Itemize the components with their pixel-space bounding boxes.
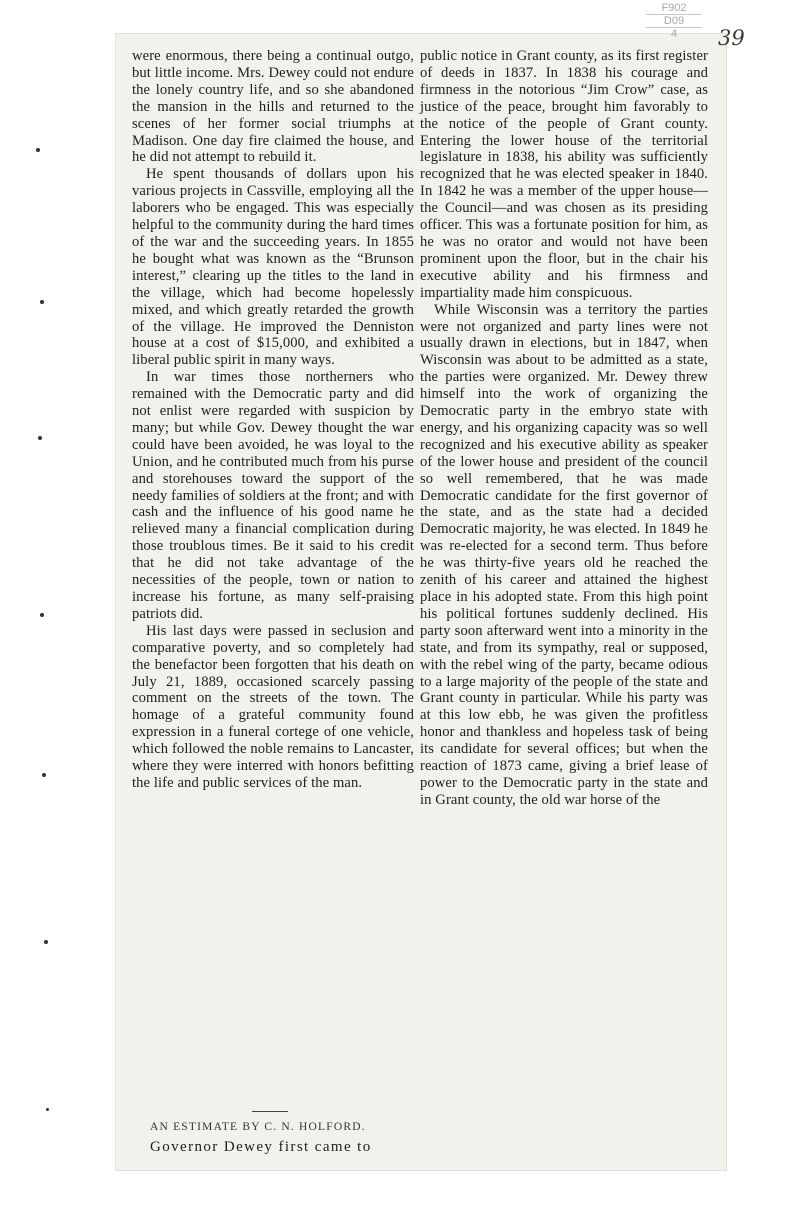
- binding-hole-mark: [42, 773, 46, 777]
- binding-hole-mark: [40, 613, 44, 617]
- archive-stamp: [646, 2, 702, 40]
- left-column: [132, 48, 414, 792]
- archive-stamp-line: F902: [646, 2, 702, 15]
- archive-stamp-line: 4: [670, 28, 678, 40]
- section-divider: [252, 1111, 288, 1112]
- paragraph: public notice in Grant county, as its first register of deeds in 1837. In 1838 his courage and firmness in the notorious “Jim Crow” case, as justice of the peace, brought him favorably to the notice of the people of Grant county. Entering the lower house of the territorial legislature in 1838, his ability was sufficiently recognized that he was elected speaker in 1840. In 1842 he was a member of the upper house—the Council—and was chosen as its presiding officer. This was a fortunate position for him, as he was no orator and would not have been prominent upon the floor, but in the chair his executive ability and his firmness and impartiality made him conspicuous.: [420, 48, 708, 301]
- paragraph: were enormous, there being a continual outgo, but little income. Mrs. Dewey could not endure the lonely country life, and so she abandoned the mansion in the hills and returned to the scenes of her former social triumphs at Madison. One day fire claimed the house, and he did not attempt to rebuild it.: [132, 48, 414, 166]
- paragraph: While Wisconsin was a territory the parties were not organized and party lines were not usually drawn in elections, but in 1847, when Wisconsin was about to be admitted as a state, the parties were organized. Mr. Dewey threw himself into the work of organizing the Democratic party in the embryo state with energy, and his organizing capacity was so well recognized and his executive ability as speaker of the lower house and president of the council so well remembered, that he was made Democratic candidate for the first governor of the state, and as the state had a decided Democratic majority, he was elected. In 1849 he was re-elected for a second term. Thus before he was thirty-five years old he reached the zenith of his career and attained the highest place in his adopted state. From this high point his political fortunes suddenly declined. His party soon afterward went into a minority in the state, and from its sympathy, real or supposed, with the rebel wing of the party, became odious to a large majority of the people of the state and Grant county in particular. While his party was at this low ebb, he was given the profitless honor and thankless and hopeless task of being its candidate for several offices; but when the reaction of 1873 came, giving a brief lease of power to the Democratic party in the state and in Grant county, the old war horse of the: [420, 301, 708, 808]
- section-opening-line: Governor Dewey first came to: [150, 1139, 372, 1155]
- binding-hole-mark: [44, 940, 48, 944]
- binding-hole-mark: [36, 148, 40, 152]
- paragraph: In war times those northerners who remained with the Democratic party and did not enlist were regarded with suspicion by many; but while Gov. Dewey thought the war could have been avoided, he was loyal to the Union, and he contributed much from his purse and storehouses toward the support of the needy families of soldiers at the front; and with cash and the influence of his good name he relieved many a financial complication during those troublous times. Be it said to his credit that he did not take advantage of the necessities of the people, town or nation to increase his fortune, as many self-praising patriots did.: [132, 369, 414, 622]
- archive-stamp-line: D09: [646, 15, 702, 28]
- paragraph: His last days were passed in seclusion and comparative poverty, and so completely had the benefactor been forgotten that his death on July 21, 1889, occasioned scarcely passing comment on the streets of the town. The homage of a grateful community found expression in a funeral cortege of one vehicle, which followed the noble remains to Lancaster, where they were interred with honors befitting the life and public services of the man.: [132, 622, 414, 791]
- right-column: [420, 48, 708, 809]
- binding-hole-mark: [38, 436, 42, 440]
- binding-hole-mark: [40, 300, 44, 304]
- binding-hole-mark: [46, 1108, 49, 1111]
- byline: AN ESTIMATE BY C. N. HOLFORD.: [150, 1121, 366, 1133]
- paragraph: He spent thousands of dollars upon his various projects in Cassville, employing all the laborers who be engaged. This was especially helpful to the community during the hard times of the war and the succeeding years. In 1855 he bought what was known as the “Brunson interest,” clearing up the titles to the land in the village, which had become hopelessly mixed, and which greatly retarded the growth of the village. He improved the Denniston house at a cost of $15,000, and exhibited a liberal public spirit in many ways.: [132, 166, 414, 369]
- page-number: 39: [718, 26, 745, 50]
